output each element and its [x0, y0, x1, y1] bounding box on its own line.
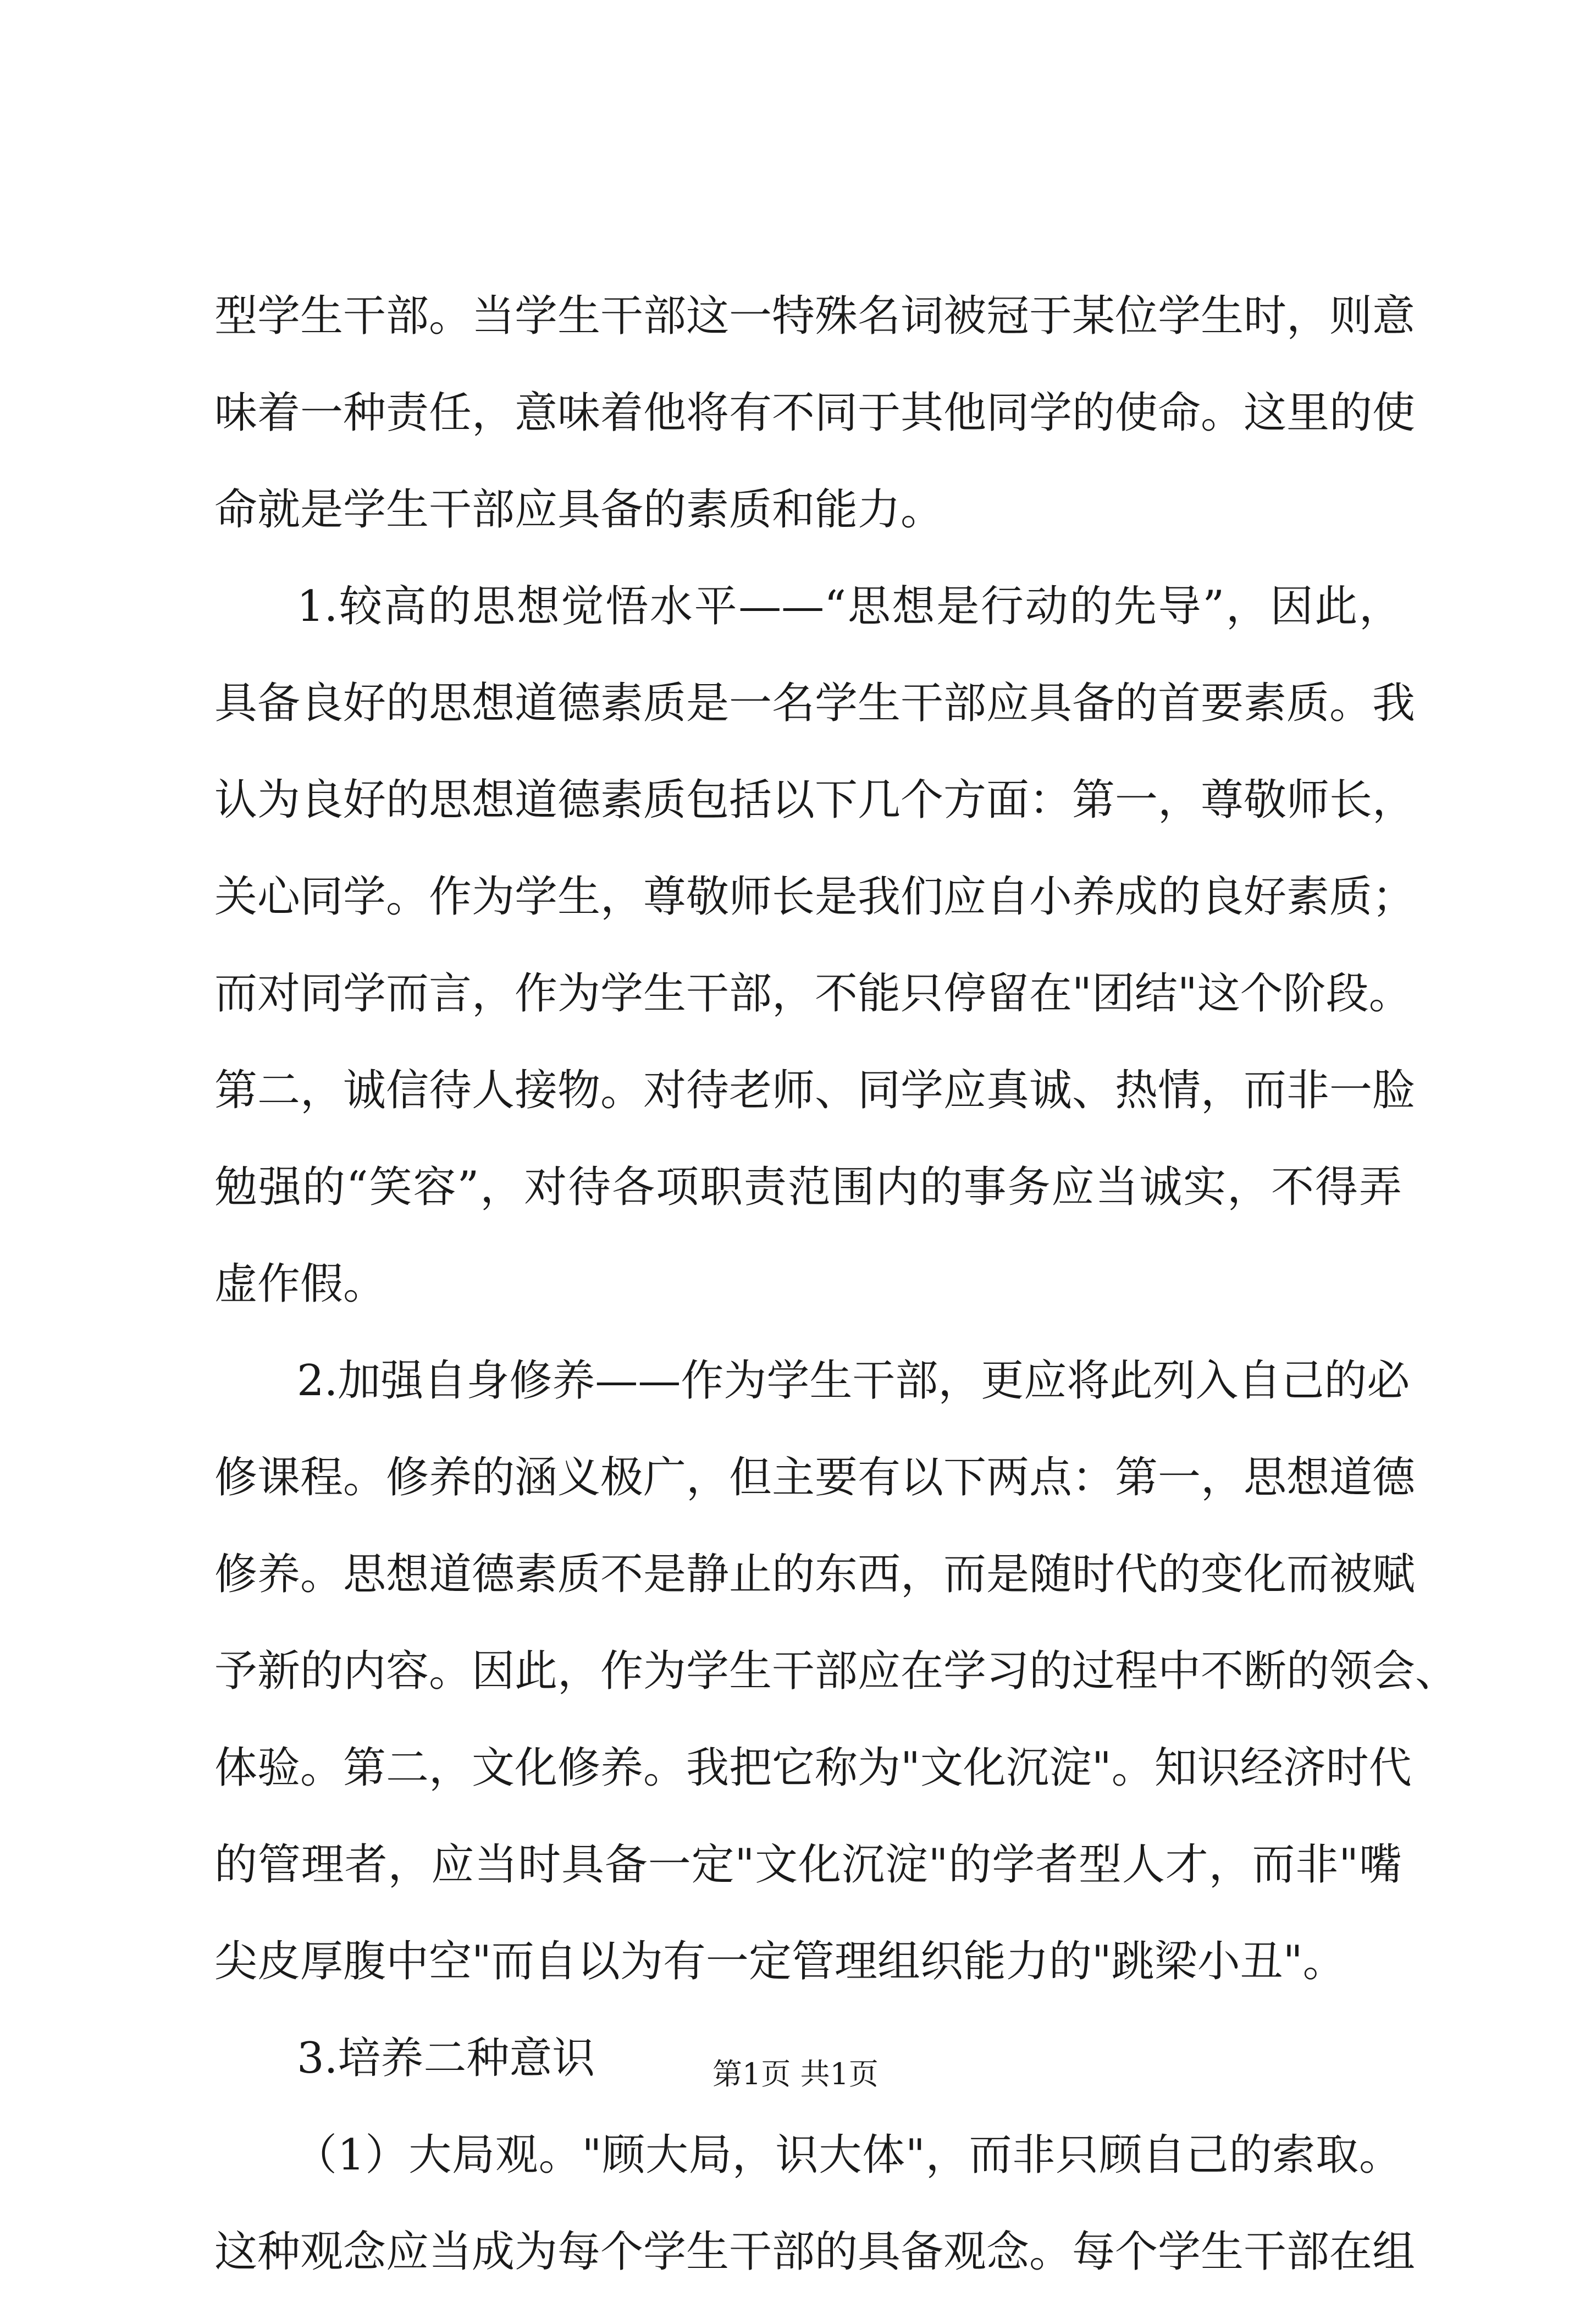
paragraph-line: 予新的内容。因此，作为学生干部应在学习的过程中不断的领会、 [214, 1646, 1459, 1696]
paragraph-line: 这种观念应当成为每个学生干部的具备观念。每个学生干部在组 [214, 2227, 1416, 2277]
document-body [214, 291, 1459, 2324]
paragraph-line: 勉强的“笑容”，对待各项职责范围内的事务应当诚实，不得弄 [214, 1163, 1402, 1212]
paragraph-line: 3.培养二种意识 [297, 2034, 595, 2083]
paragraph-line: 尖皮厚腹中空"而自以为有一定管理组织能力的"跳梁小丑"。 [214, 1937, 1346, 1986]
paragraph-line: 型学生干部。当学生干部这一特殊名词被冠于某位学生时，则意 [214, 291, 1416, 341]
paragraph-line: 虚作假。 [214, 1259, 386, 1309]
paragraph-line: 2.加强自身修养——作为学生干部，更应将此列入自己的必 [297, 1356, 1410, 1406]
paragraph-line: 而对同学而言，作为学生干部，不能只停留在"团结"这个阶段。 [214, 969, 1412, 1018]
paragraph-line: 认为良好的思想道德素质包括以下几个方面：第一，尊敬师长， [214, 775, 1416, 825]
page-number-footer: 第1页 共1页 [712, 2057, 879, 2091]
paragraph-line: 味着一种责任，意味着他将有不同于其他同学的使命。这里的使 [214, 388, 1416, 438]
paragraph-line: （1）大局观。"顾大局，识大体"，而非只顾自己的索取。 [294, 2130, 1402, 2180]
paragraph-line: 具备良好的思想道德素质是一名学生干部应具备的首要素质。我 [214, 679, 1416, 728]
paragraph-line: 修养。思想道德素质不是静止的东西，而是随时代的变化而被赋 [214, 1550, 1416, 1599]
paragraph-line: 1.较高的思想觉悟水平——“思想是行动的先导”，因此， [297, 582, 1402, 631]
paragraph-line: 体验。第二，文化修养。我把它称为"文化沉淀"。知识经济时代 [214, 1743, 1412, 1793]
paragraph-line: 第二，诚信待人接物。对待老师、同学应真诚、热情，而非一脸 [214, 1066, 1416, 1115]
paragraph-line: 关心同学。作为学生，尊敬师长是我们应自小养成的良好素质； [214, 872, 1416, 922]
paragraph-line: 命就是学生干部应具备的素质和能力。 [214, 485, 944, 535]
paragraph-line: 修课程。修养的涵义极广，但主要有以下两点：第一，思想道德 [214, 1453, 1416, 1502]
paragraph-line: 的管理者，应当时具备一定"文化沉淀"的学者型人才，而非"嘴 [214, 1840, 1402, 1890]
